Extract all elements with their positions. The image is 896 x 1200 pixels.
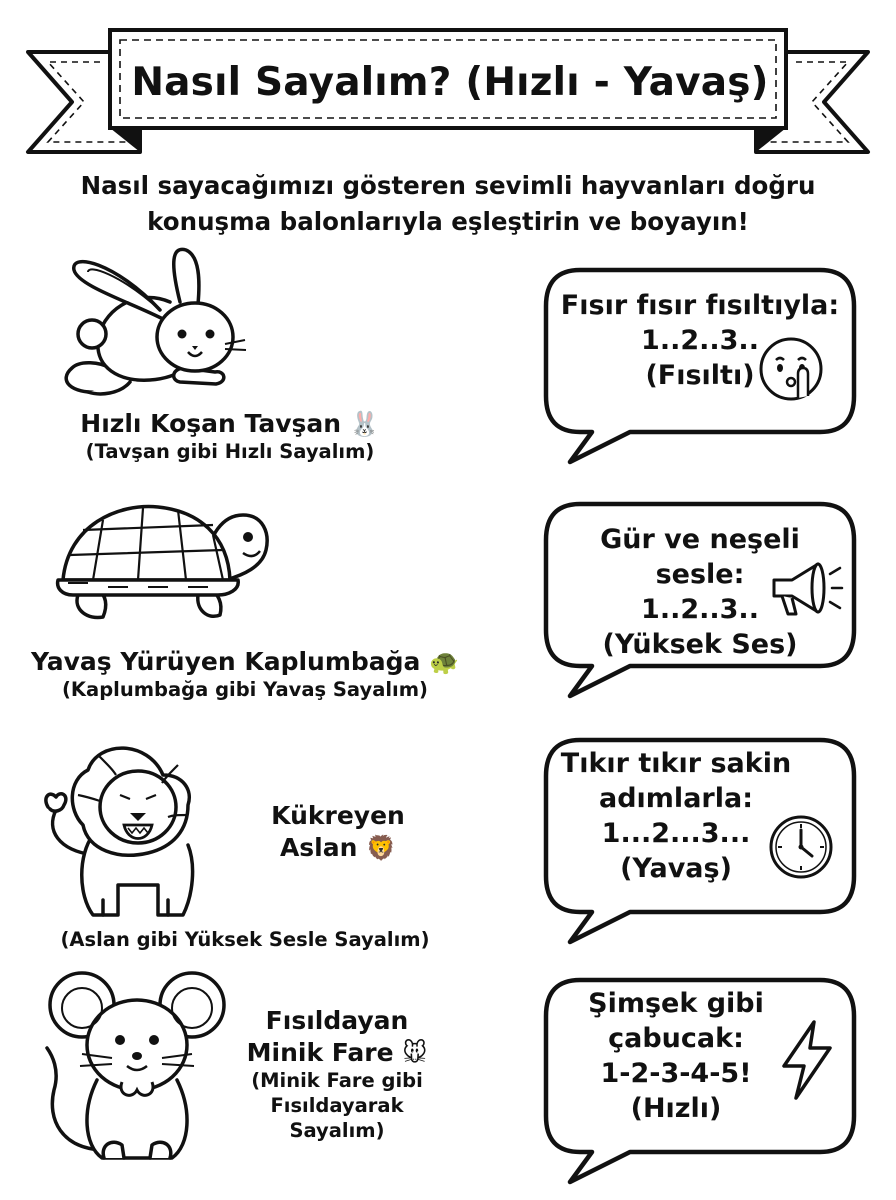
bubble-3-text [548, 746, 804, 886]
turtle-emoji-icon: 🐢 [429, 648, 460, 676]
clock-icon [768, 814, 834, 880]
animal-label-lion [258, 800, 418, 864]
animal-sub-rabbit: (Tavşan gibi Hızlı Sayalım) [85, 440, 375, 463]
page-title: Nasıl Sayalım? (Hızlı - Yavaş) [131, 59, 769, 105]
bubble-2-line2: 1..2..3.. [641, 594, 759, 626]
bubble-3-line3: 1...2...3... [601, 818, 751, 850]
animal-name-rabbit: Hızlı Koşan Tavşan [80, 409, 342, 438]
bubble-4-line3: 1-2-3-4-5! [600, 1058, 752, 1090]
mouse-emoji-icon: 🐭 [402, 1039, 428, 1067]
animal-name-lion-line2: Aslan [279, 833, 358, 862]
animal-name-mouse-line1: Fısıldayan [265, 1006, 409, 1035]
bubble-4-line2: çabucak: [608, 1023, 744, 1055]
animal-name-turtle: Yavaş Yürüyen Kaplumbağa [30, 647, 421, 676]
bubble-1-line1: Fısır fısır fısıltıyla: [560, 290, 840, 321]
megaphone-icon [768, 556, 844, 622]
animal-label-mouse [232, 1005, 442, 1144]
bubble-4-line1: Şimşek gibi [588, 988, 764, 1019]
animal-sub-mouse-line2: Fısıldayarak [270, 1093, 404, 1117]
bubble-1-line3: (Fısıltı) [645, 360, 755, 392]
shush-face-icon [758, 336, 824, 402]
lion-emoji-icon: 🦁 [366, 834, 397, 862]
lion-icon [38, 735, 248, 925]
bubble-3-line2: adımlarla: [599, 783, 753, 815]
animal-sub-mouse-line1: (Minik Fare gibi [251, 1069, 423, 1092]
rabbit-icon [40, 242, 260, 402]
instructions-line-2: konuşma balonlarıyla eşleştirin ve boyayın! [147, 207, 749, 236]
animal-label-rabbit [20, 408, 440, 465]
bubble-4-text [548, 986, 804, 1126]
bubble-2-line1: Gür ve neşeli sesle: [600, 524, 800, 591]
mouse-icon [42, 970, 232, 1170]
instructions [40, 168, 856, 240]
bubble-3-line4: (Yavaş) [620, 853, 732, 885]
animal-name-lion-line1: Kükreyen [271, 801, 405, 830]
turtle-icon [48, 495, 278, 635]
animal-label-turtle [10, 646, 480, 703]
bubble-4-line4: (Hızlı) [630, 1093, 722, 1125]
instructions-line-1: Nasıl sayacağımızı gösteren sevimli hayvanları doğru [80, 171, 816, 200]
lightning-icon [776, 1018, 836, 1102]
animal-sub-mouse-line3: Sayalım) [289, 1118, 385, 1142]
animal-sub-turtle: (Kaplumbağa gibi Yavaş Sayalım) [62, 678, 428, 701]
bubble-1-line2: 1..2..3.. [641, 325, 759, 357]
rabbit-emoji-icon: 🐰 [349, 410, 380, 438]
animal-sub-lion: (Aslan gibi Yüksek Sesle Sayalım) [60, 928, 430, 951]
bubble-2-line3: (Yüksek Ses) [602, 629, 798, 661]
bubble-3-line1: Tıkır tıkır sakin [560, 748, 792, 779]
animal-name-mouse-line2: Minik Fare [246, 1038, 394, 1067]
